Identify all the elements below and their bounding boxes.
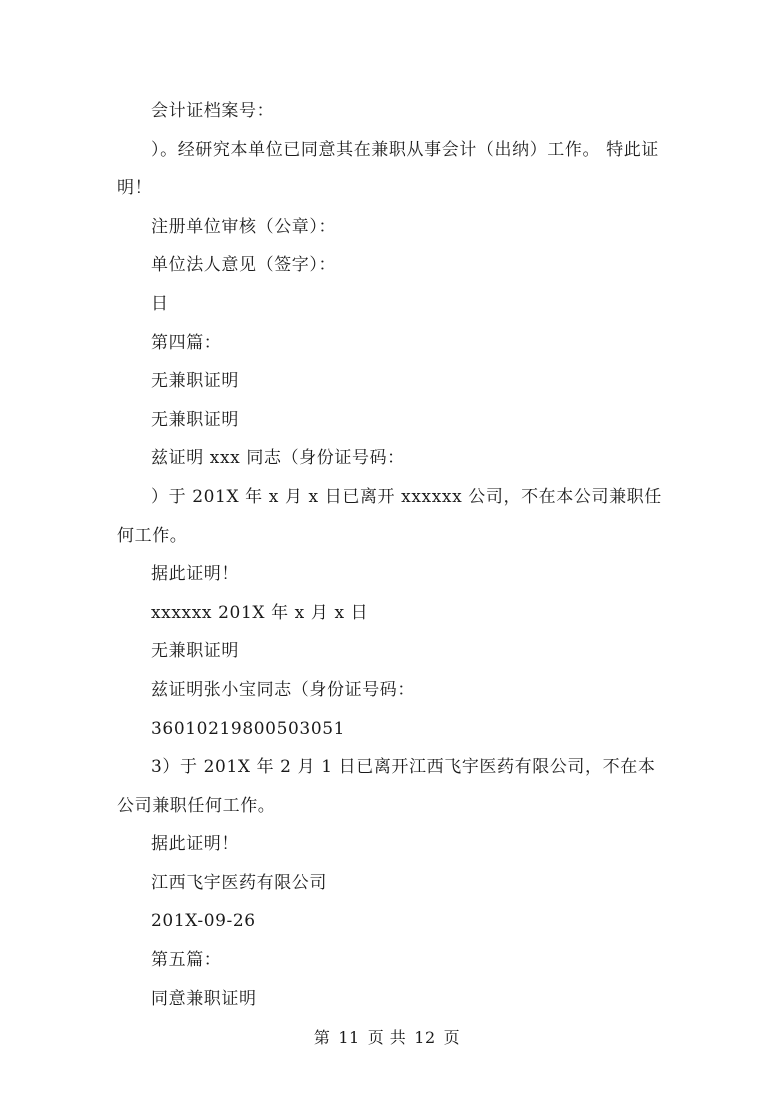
paragraph: 江西飞宇医药有限公司	[151, 872, 327, 893]
paragraph: 注册单位审核（公章）：	[151, 216, 337, 237]
page-label-prefix: 第	[313, 1028, 331, 1047]
document-body	[117, 92, 662, 1018]
page-label-middle: 页 共	[367, 1028, 407, 1047]
paragraph: 单位法人意见（签字）：	[151, 255, 337, 276]
paragraph: 同意兼职证明	[151, 988, 257, 1009]
paragraph: 兹证明张小宝同志（身份证号码：	[151, 679, 415, 700]
current-page-number: 11	[338, 1028, 360, 1047]
page-footer	[0, 1025, 774, 1048]
paragraph: 3）于 201X 年 2 月 1 日已离开江西飞宇医药有限公司，不在本公司兼职任何工作。	[117, 757, 656, 816]
paragraph: ）。经研究本单位已同意其在兼职从事会计（出纳）工作。 特此证明！	[117, 139, 659, 199]
section-heading: 第四篇：	[151, 332, 222, 353]
paragraph: 会计证档案号：	[151, 101, 275, 121]
paragraph: 无兼职证明	[151, 371, 239, 392]
page-label-suffix: 页	[443, 1028, 461, 1047]
paragraph: 无兼职证明	[151, 641, 239, 662]
paragraph: 据此证明！	[151, 564, 239, 585]
paragraph: xxxxxx 201X 年 x 月 x 日	[151, 602, 369, 623]
paragraph: 无兼职证明	[151, 409, 239, 430]
paragraph: 201X-09-26	[151, 911, 256, 932]
section-heading: 第五篇：	[151, 950, 222, 971]
paragraph: 日	[151, 293, 169, 314]
paragraph: ）于 201X 年 x 月 x 日已离开 xxxxxx 公司，不在本公司兼职任何工作。	[117, 486, 662, 546]
paragraph: 36010219800503051	[151, 718, 346, 739]
total-pages-number: 12	[414, 1028, 436, 1047]
paragraph: 据此证明！	[151, 834, 239, 855]
paragraph: 兹证明 xxx 同志（身份证号码：	[151, 448, 405, 469]
